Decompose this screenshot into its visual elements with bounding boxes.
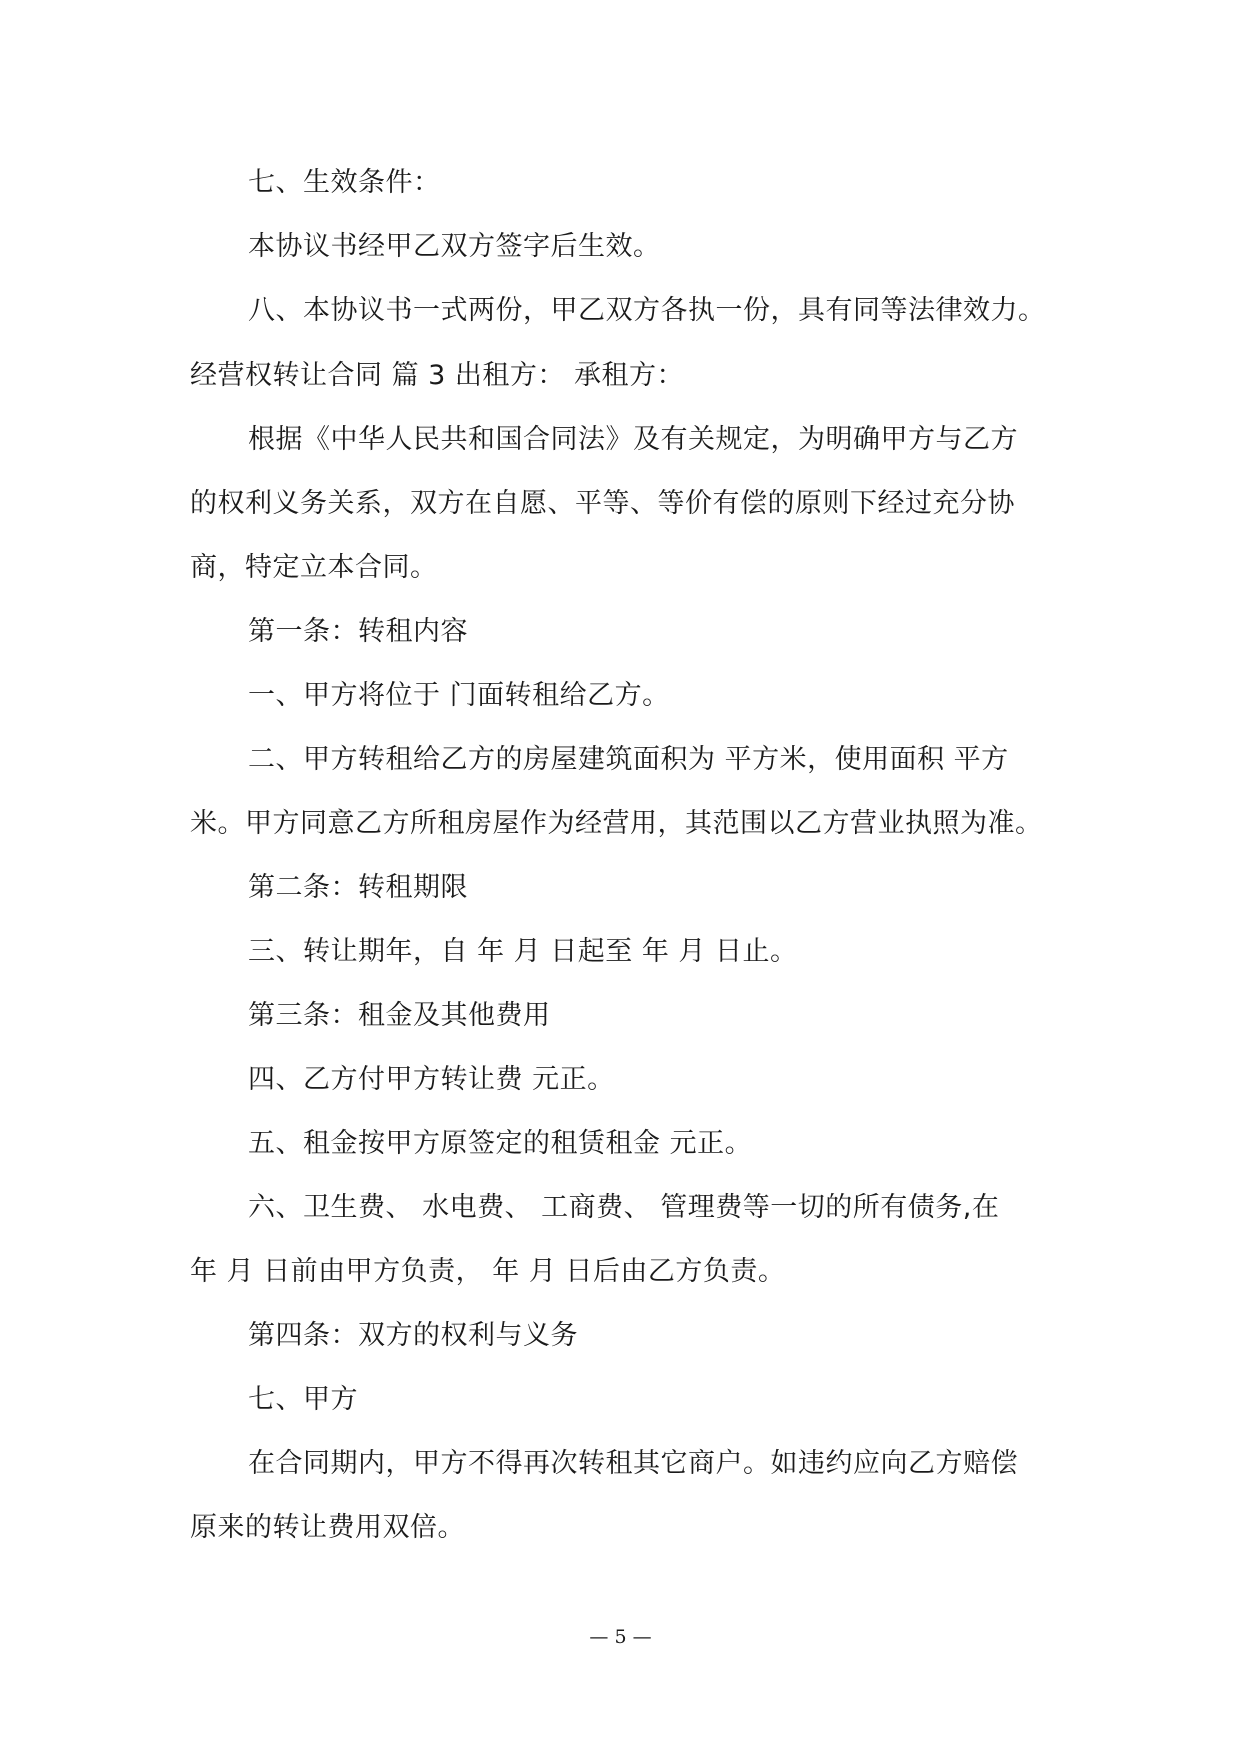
text-line: 商，特定立本合同。 <box>190 552 438 583</box>
page-number: — 5 — <box>589 1626 652 1648</box>
article-heading: 第一条：转租内容 <box>248 616 468 647</box>
text-line: 五、租金按甲方原签定的租赁租金 元正。 <box>248 1128 753 1159</box>
text-line: 年 月 日前由甲方负责， 年 月 日后由乙方负责。 <box>190 1256 786 1287</box>
article-heading: 第四条：双方的权利与义务 <box>248 1320 578 1351</box>
text-line: 七、生效条件： <box>248 167 441 198</box>
article-heading: 第二条：转租期限 <box>248 872 468 903</box>
text-line: 根据《中华人民共和国合同法》及有关规定，为明确甲方与乙方 <box>248 424 1018 455</box>
text-line: 八、本协议书一式两份，甲乙双方各执一份，具有同等法律效力。 <box>248 295 1046 326</box>
text-line: 三、转让期年，自 年 月 日起至 年 月 日止。 <box>248 936 798 967</box>
text-line: 四、乙方付甲方转让费 元正。 <box>248 1064 615 1095</box>
text-line: 二、甲方转租给乙方的房屋建筑面积为 平方米，使用面积 平方 <box>248 744 1009 775</box>
text-line: 在合同期内，甲方不得再次转租其它商户。如违约应向乙方赔偿 <box>248 1448 1018 1479</box>
text-line: 一、甲方将位于 门面转租给乙方。 <box>248 680 670 711</box>
article-heading: 第三条：租金及其他费用 <box>248 1000 551 1031</box>
text-line: 六、卫生费、 水电费、 工商费、 管理费等一切的所有债务,在 <box>248 1192 1000 1223</box>
text-line: 米。甲方同意乙方所租房屋作为经营用，其范围以乙方营业执照为准。 <box>190 808 1043 839</box>
section-heading: 经营权转让合同 篇 3 出租方： 承租方： <box>190 360 685 391</box>
text-line: 七、甲方 <box>248 1384 358 1415</box>
text-line: 的权利义务关系，双方在自愿、平等、等价有偿的原则下经过充分协 <box>190 488 1015 519</box>
text-line: 原来的转让费用双倍。 <box>190 1512 465 1543</box>
text-line: 本协议书经甲乙双方签字后生效。 <box>248 231 661 262</box>
